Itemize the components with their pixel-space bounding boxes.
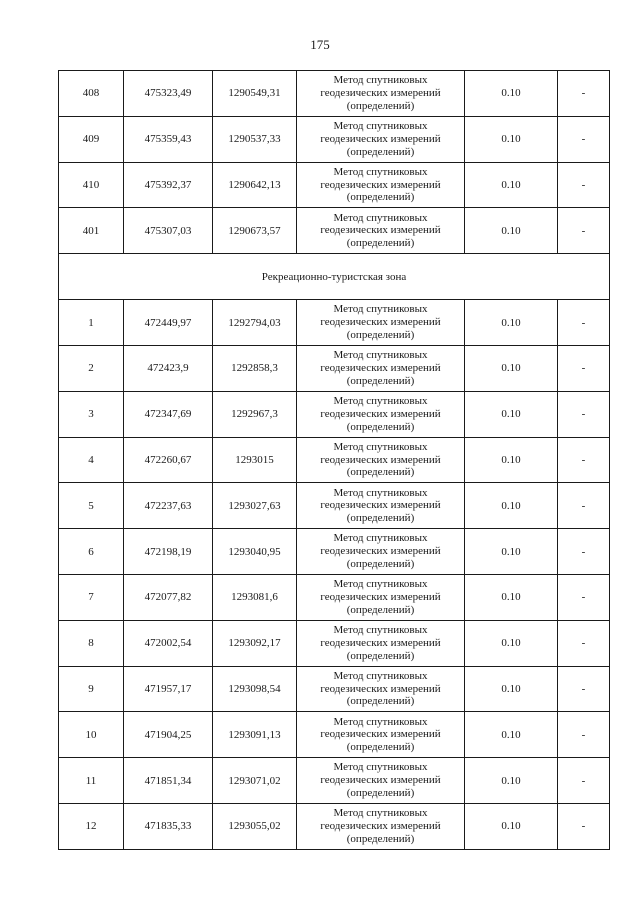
precision-cell: 0.10 <box>465 208 558 254</box>
y-coordinate-cell: 1293092,17 <box>213 620 297 666</box>
note-cell: - <box>558 437 610 483</box>
x-coordinate-cell: 475392,37 <box>124 162 213 208</box>
method-line: геодезических измерений <box>320 224 441 237</box>
method-line: Метод спутниковых <box>333 165 428 178</box>
table-row <box>59 208 610 254</box>
method-cell <box>297 345 465 391</box>
point-id-cell: 410 <box>59 162 124 208</box>
method-line: Метод спутниковых <box>333 715 428 728</box>
method-line: (определений) <box>346 99 415 112</box>
precision-cell: 0.10 <box>465 803 558 849</box>
note-cell: - <box>558 116 610 162</box>
method-cell <box>297 162 465 208</box>
note-cell: - <box>558 758 610 804</box>
x-coordinate-cell: 471904,25 <box>124 712 213 758</box>
y-coordinate-cell: 1293027,63 <box>213 483 297 529</box>
coordinates-table <box>58 70 610 850</box>
point-id-cell: 401 <box>59 208 124 254</box>
y-coordinate-cell: 1292967,3 <box>213 391 297 437</box>
method-cell <box>297 529 465 575</box>
page-number: 175 <box>310 37 330 52</box>
method-line: (определений) <box>346 649 415 662</box>
section-header <box>59 254 610 300</box>
table-row <box>59 345 610 391</box>
method-line: геодезических измерений <box>320 361 441 374</box>
precision-cell: 0.10 <box>465 116 558 162</box>
note-cell: - <box>558 620 610 666</box>
x-coordinate-cell: 471835,33 <box>124 803 213 849</box>
method-line: Метод спутниковых <box>333 303 428 316</box>
note-cell: - <box>558 208 610 254</box>
y-coordinate-cell: 1290642,13 <box>213 162 297 208</box>
note-cell: - <box>558 391 610 437</box>
note-cell: - <box>558 483 610 529</box>
table-row <box>59 712 610 758</box>
point-id-cell: 2 <box>59 345 124 391</box>
table-row <box>59 803 610 849</box>
method-line: (определений) <box>346 466 415 479</box>
x-coordinate-cell: 472347,69 <box>124 391 213 437</box>
method-line: Метод спутниковых <box>333 211 428 224</box>
table-row <box>59 162 610 208</box>
method-line: геодезических измерений <box>320 545 441 558</box>
point-id-cell: 7 <box>59 574 124 620</box>
table-row <box>59 71 610 117</box>
method-line: (определений) <box>346 328 415 341</box>
method-cell <box>297 620 465 666</box>
method-cell <box>297 71 465 117</box>
precision-cell: 0.10 <box>465 758 558 804</box>
section-row <box>59 254 610 300</box>
method-line: геодезических измерений <box>320 819 441 832</box>
point-id-cell: 6 <box>59 529 124 575</box>
x-coordinate-cell: 471957,17 <box>124 666 213 712</box>
method-line: (определений) <box>346 145 415 158</box>
note-cell: - <box>558 712 610 758</box>
x-coordinate-cell: 472449,97 <box>124 300 213 346</box>
note-cell: - <box>558 300 610 346</box>
point-id-cell: 9 <box>59 666 124 712</box>
note-cell: - <box>558 574 610 620</box>
table-row <box>59 666 610 712</box>
point-id-cell: 8 <box>59 620 124 666</box>
x-coordinate-cell: 472077,82 <box>124 574 213 620</box>
y-coordinate-cell: 1292794,03 <box>213 300 297 346</box>
method-cell <box>297 208 465 254</box>
method-line: геодезических измерений <box>320 728 441 741</box>
method-line: геодезических измерений <box>320 499 441 512</box>
method-cell <box>297 300 465 346</box>
table-row <box>59 300 610 346</box>
x-coordinate-cell: 471851,34 <box>124 758 213 804</box>
method-line: (определений) <box>346 557 415 570</box>
method-line: (определений) <box>346 832 415 845</box>
point-id-cell: 11 <box>59 758 124 804</box>
method-line: геодезических измерений <box>320 407 441 420</box>
y-coordinate-cell: 1290549,31 <box>213 71 297 117</box>
x-coordinate-cell: 472198,19 <box>124 529 213 575</box>
table-row <box>59 529 610 575</box>
precision-cell: 0.10 <box>465 712 558 758</box>
x-coordinate-cell: 475307,03 <box>124 208 213 254</box>
x-coordinate-cell: 472423,9 <box>124 345 213 391</box>
method-cell <box>297 483 465 529</box>
table-row <box>59 758 610 804</box>
method-line: (определений) <box>346 695 415 708</box>
table-row <box>59 437 610 483</box>
method-line: (определений) <box>346 603 415 616</box>
method-line: (определений) <box>346 237 415 250</box>
note-cell: - <box>558 345 610 391</box>
method-line: (определений) <box>346 420 415 433</box>
point-id-cell: 12 <box>59 803 124 849</box>
method-line: геодезических измерений <box>320 316 441 329</box>
note-cell: - <box>558 803 610 849</box>
method-line: Метод спутниковых <box>333 74 428 87</box>
method-line: геодезических измерений <box>320 590 441 603</box>
note-cell: - <box>558 162 610 208</box>
method-line: Метод спутниковых <box>333 623 428 636</box>
method-line: геодезических измерений <box>320 636 441 649</box>
y-coordinate-cell: 1293091,13 <box>213 712 297 758</box>
precision-cell: 0.10 <box>465 574 558 620</box>
method-line: Метод спутниковых <box>333 120 428 132</box>
method-line: Метод спутниковых <box>333 807 428 820</box>
table-row <box>59 391 610 437</box>
precision-cell: 0.10 <box>465 437 558 483</box>
table-row <box>59 116 610 162</box>
precision-cell: 0.10 <box>465 300 558 346</box>
table-body-bottom <box>59 300 610 850</box>
method-line: Метод спутниковых <box>333 394 428 407</box>
x-coordinate-cell: 472237,63 <box>124 483 213 529</box>
y-coordinate-cell: 1293015 <box>213 437 297 483</box>
method-line: Метод спутниковых <box>333 669 428 682</box>
precision-cell: 0.10 <box>465 345 558 391</box>
method-cell <box>297 437 465 483</box>
x-coordinate-cell: 475359,43 <box>124 116 213 162</box>
point-id-cell: 10 <box>59 712 124 758</box>
point-id-cell: 5 <box>59 483 124 529</box>
y-coordinate-cell: 1292858,3 <box>213 345 297 391</box>
y-coordinate-cell: 1290673,57 <box>213 208 297 254</box>
x-coordinate-cell: 475323,49 <box>124 71 213 117</box>
point-id-cell: 409 <box>59 116 124 162</box>
note-cell: - <box>558 529 610 575</box>
table-row <box>59 574 610 620</box>
y-coordinate-cell: 1293081,6 <box>213 574 297 620</box>
y-coordinate-cell: 1293055,02 <box>213 803 297 849</box>
section-title: Рекреационно-туристская зона <box>59 254 610 300</box>
precision-cell: 0.10 <box>465 162 558 208</box>
method-line: (определений) <box>346 191 415 204</box>
point-id-cell: 408 <box>59 71 124 117</box>
note-cell: - <box>558 71 610 117</box>
point-id-cell: 4 <box>59 437 124 483</box>
y-coordinate-cell: 1290537,33 <box>213 116 297 162</box>
note-cell: - <box>558 666 610 712</box>
method-cell <box>297 712 465 758</box>
point-id-cell: 3 <box>59 391 124 437</box>
method-cell <box>297 116 465 162</box>
precision-cell: 0.10 <box>465 71 558 117</box>
method-line: (определений) <box>346 374 415 387</box>
method-line: Метод спутниковых <box>333 349 428 362</box>
y-coordinate-cell: 1293098,54 <box>213 666 297 712</box>
method-cell <box>297 574 465 620</box>
method-line: геодезических измерений <box>320 178 441 191</box>
method-line: Метод спутниковых <box>333 486 428 499</box>
method-cell <box>297 803 465 849</box>
table-row <box>59 483 610 529</box>
precision-cell: 0.10 <box>465 483 558 529</box>
precision-cell: 0.10 <box>465 391 558 437</box>
precision-cell: 0.10 <box>465 529 558 575</box>
method-line: Метод спутниковых <box>333 578 428 591</box>
method-line: геодезических измерений <box>320 87 441 99</box>
method-line: (определений) <box>346 512 415 525</box>
method-cell <box>297 391 465 437</box>
method-line: геодезических измерений <box>320 774 441 787</box>
y-coordinate-cell: 1293071,02 <box>213 758 297 804</box>
method-line: (определений) <box>346 786 415 799</box>
method-line: Метод спутниковых <box>333 761 428 774</box>
method-cell <box>297 758 465 804</box>
method-cell <box>297 666 465 712</box>
method-line: геодезических измерений <box>320 132 441 145</box>
method-line: Метод спутниковых <box>333 440 428 453</box>
x-coordinate-cell: 472002,54 <box>124 620 213 666</box>
table-row <box>59 620 610 666</box>
x-coordinate-cell: 472260,67 <box>124 437 213 483</box>
y-coordinate-cell: 1293040,95 <box>213 529 297 575</box>
method-line: геодезических измерений <box>320 682 441 695</box>
method-line: (определений) <box>346 741 415 754</box>
table-body-top <box>59 71 610 254</box>
precision-cell: 0.10 <box>465 666 558 712</box>
precision-cell: 0.10 <box>465 620 558 666</box>
point-id-cell: 1 <box>59 300 124 346</box>
method-line: геодезических измерений <box>320 453 441 466</box>
method-line: Метод спутниковых <box>333 532 428 545</box>
